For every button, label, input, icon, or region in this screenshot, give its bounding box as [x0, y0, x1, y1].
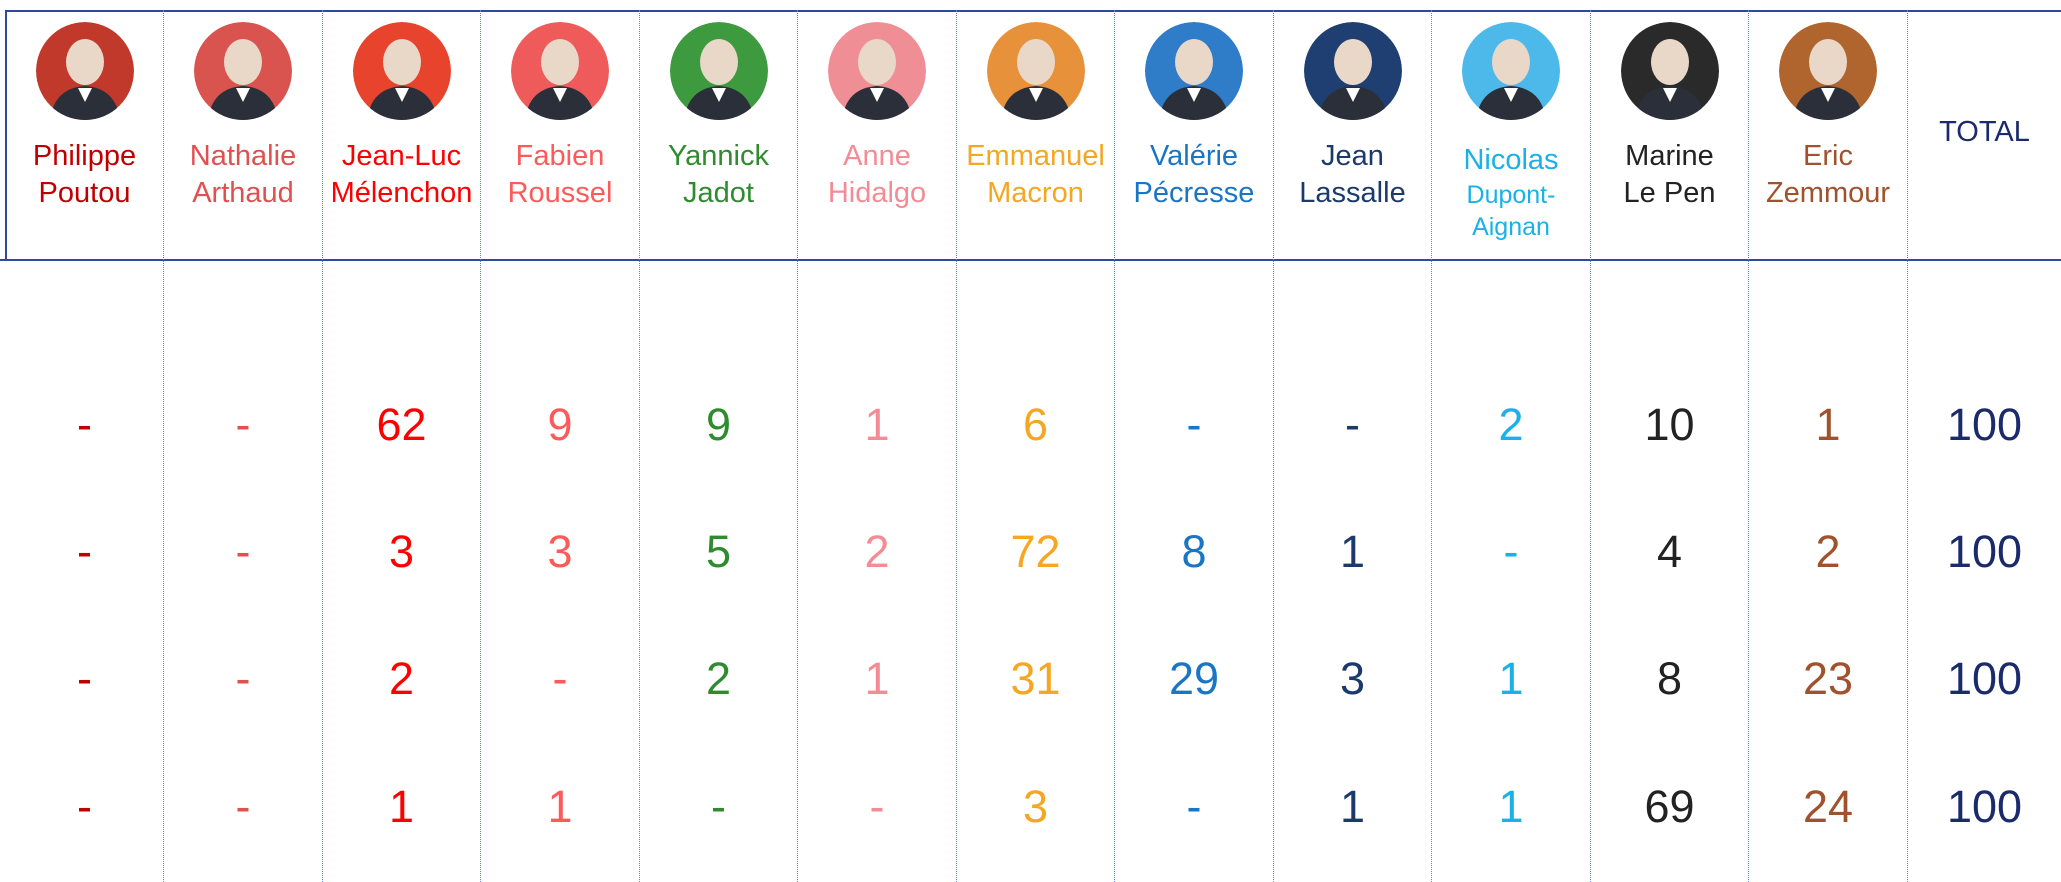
candidate-first-name: Philippe — [32, 140, 137, 172]
candidate-first-name: Eric — [1803, 140, 1853, 172]
table-cell: - — [235, 526, 251, 577]
candidate-last-name: Macron — [987, 177, 1084, 209]
table-cell: 1 — [864, 399, 890, 450]
candidate-name — [1591, 138, 1748, 212]
table-cell: 4 — [1656, 526, 1683, 577]
table-cell: 69 — [1644, 781, 1695, 832]
table-cell: 2 — [388, 653, 415, 704]
table-cell: 9 — [547, 399, 573, 450]
table-cell: - — [1186, 781, 1202, 832]
candidate-column — [798, 10, 957, 882]
table-cell: - — [235, 781, 251, 832]
candidate-last-name: Mélenchon — [330, 177, 473, 209]
candidate-last-name: Poutou — [38, 177, 131, 209]
table-cell: 31 — [1010, 653, 1061, 704]
table-cell: 9 — [705, 399, 732, 450]
table-cell: 72 — [1010, 526, 1061, 577]
table-cell: - — [235, 399, 251, 450]
table-cell: 23 — [1802, 653, 1854, 704]
candidate-name — [957, 138, 1114, 212]
candidate-name — [798, 138, 956, 212]
table-cell: 2 — [705, 653, 732, 704]
table-cell: 5 — [705, 526, 732, 577]
candidate-last-name: Pécresse — [1133, 177, 1255, 209]
avatar — [1304, 22, 1402, 120]
table-cell: 3 — [547, 526, 573, 577]
avatar — [511, 22, 609, 120]
candidate-first-name: Valérie — [1149, 140, 1239, 172]
avatar — [194, 22, 292, 120]
avatar — [987, 22, 1085, 120]
candidate-first-name: Nicolas — [1463, 144, 1559, 176]
table-cell: 8 — [1181, 526, 1207, 577]
candidate-last-name: Dupont- — [1466, 181, 1556, 209]
avatar — [1621, 22, 1719, 120]
table-cell: 62 — [376, 399, 427, 450]
table-cell: 6 — [1022, 399, 1049, 450]
table-cell: 1 — [547, 781, 573, 832]
candidate-last-name: Zemmour — [1765, 177, 1891, 209]
table-cell: 2 — [1498, 399, 1524, 450]
avatar — [353, 22, 451, 120]
table-cell: 2 — [1815, 526, 1841, 577]
table-cell: - — [235, 653, 251, 704]
candidate-name — [6, 138, 163, 212]
table-cell: 1 — [1815, 399, 1841, 450]
table-cell: 1 — [1339, 526, 1366, 577]
candidate-first-name: Marine — [1625, 140, 1714, 172]
candidate-first-name: Yannick — [667, 140, 770, 172]
total-cell: 100 — [1946, 526, 2023, 577]
table-cell: 29 — [1168, 653, 1220, 704]
candidate-column — [1432, 10, 1591, 882]
table-cell: - — [77, 399, 92, 450]
candidate-name — [640, 138, 797, 212]
candidate-last-name-continued: Aignan — [1472, 213, 1550, 241]
table-cell: - — [552, 653, 568, 704]
table-cell: - — [869, 781, 885, 832]
candidate-column — [957, 10, 1115, 882]
total-cell: 100 — [1946, 781, 2023, 832]
candidate-first-name: Anne — [843, 140, 911, 172]
table-cell: - — [77, 653, 92, 704]
candidate-column — [6, 10, 164, 882]
total-header: TOTAL — [1939, 116, 2030, 148]
candidate-last-name: Roussel — [507, 177, 613, 209]
avatar — [1779, 22, 1877, 120]
candidate-column — [1749, 10, 1908, 882]
candidate-name — [481, 138, 639, 212]
candidate-column — [1115, 10, 1274, 882]
table-cell: - — [1186, 399, 1202, 450]
candidate-column — [481, 10, 640, 882]
table-cell: 3 — [1022, 781, 1049, 832]
table-cell: 2 — [864, 526, 890, 577]
candidate-column — [164, 10, 323, 882]
candidate-first-name: Fabien — [515, 140, 605, 172]
avatar — [670, 22, 768, 120]
table-cell: - — [77, 526, 92, 577]
candidate-last-name: Lassalle — [1299, 177, 1406, 209]
avatar — [36, 22, 134, 120]
candidate-last-name: Le Pen — [1623, 177, 1716, 209]
table-cell: - — [77, 781, 92, 832]
candidate-name — [1274, 138, 1431, 212]
candidate-name — [1115, 138, 1273, 212]
table-cell: 1 — [388, 781, 415, 832]
candidate-first-name: Nathalie — [189, 140, 297, 172]
table-cell: 24 — [1802, 781, 1854, 832]
candidate-name — [164, 138, 322, 212]
candidate-first-name: Jean-Luc — [341, 140, 462, 172]
total-cell: 100 — [1946, 653, 2023, 704]
avatar — [1145, 22, 1243, 120]
candidate-name — [323, 138, 480, 212]
candidate-first-name: Emmanuel — [966, 140, 1105, 172]
total-cell: 100 — [1946, 399, 2023, 450]
candidate-last-name: Jadot — [683, 177, 754, 209]
table-cell: - — [711, 781, 726, 832]
table-cell: 8 — [1656, 653, 1683, 704]
candidate-last-name: Hidalgo — [827, 177, 927, 209]
avatar — [1462, 22, 1560, 120]
candidate-column — [1591, 10, 1749, 882]
avatar — [828, 22, 926, 120]
table-cell: - — [1503, 526, 1519, 577]
candidate-column — [1274, 10, 1432, 882]
table-cell: 10 — [1644, 399, 1695, 450]
candidate-last-name: Arthaud — [192, 177, 294, 209]
table-cell: - — [1345, 399, 1360, 450]
candidate-name — [1432, 142, 1590, 243]
table-cell: 1 — [864, 653, 890, 704]
total-column — [1908, 10, 2061, 882]
candidate-name — [1749, 138, 1907, 212]
table-cell: 1 — [1498, 653, 1524, 704]
table-cell: 1 — [1339, 781, 1366, 832]
candidate-column — [640, 10, 798, 882]
candidate-first-name: Jean — [1321, 140, 1384, 172]
table-cell: 3 — [388, 526, 415, 577]
candidate-column — [323, 10, 481, 882]
table-cell: 1 — [1498, 781, 1524, 832]
table-cell: 3 — [1339, 653, 1366, 704]
